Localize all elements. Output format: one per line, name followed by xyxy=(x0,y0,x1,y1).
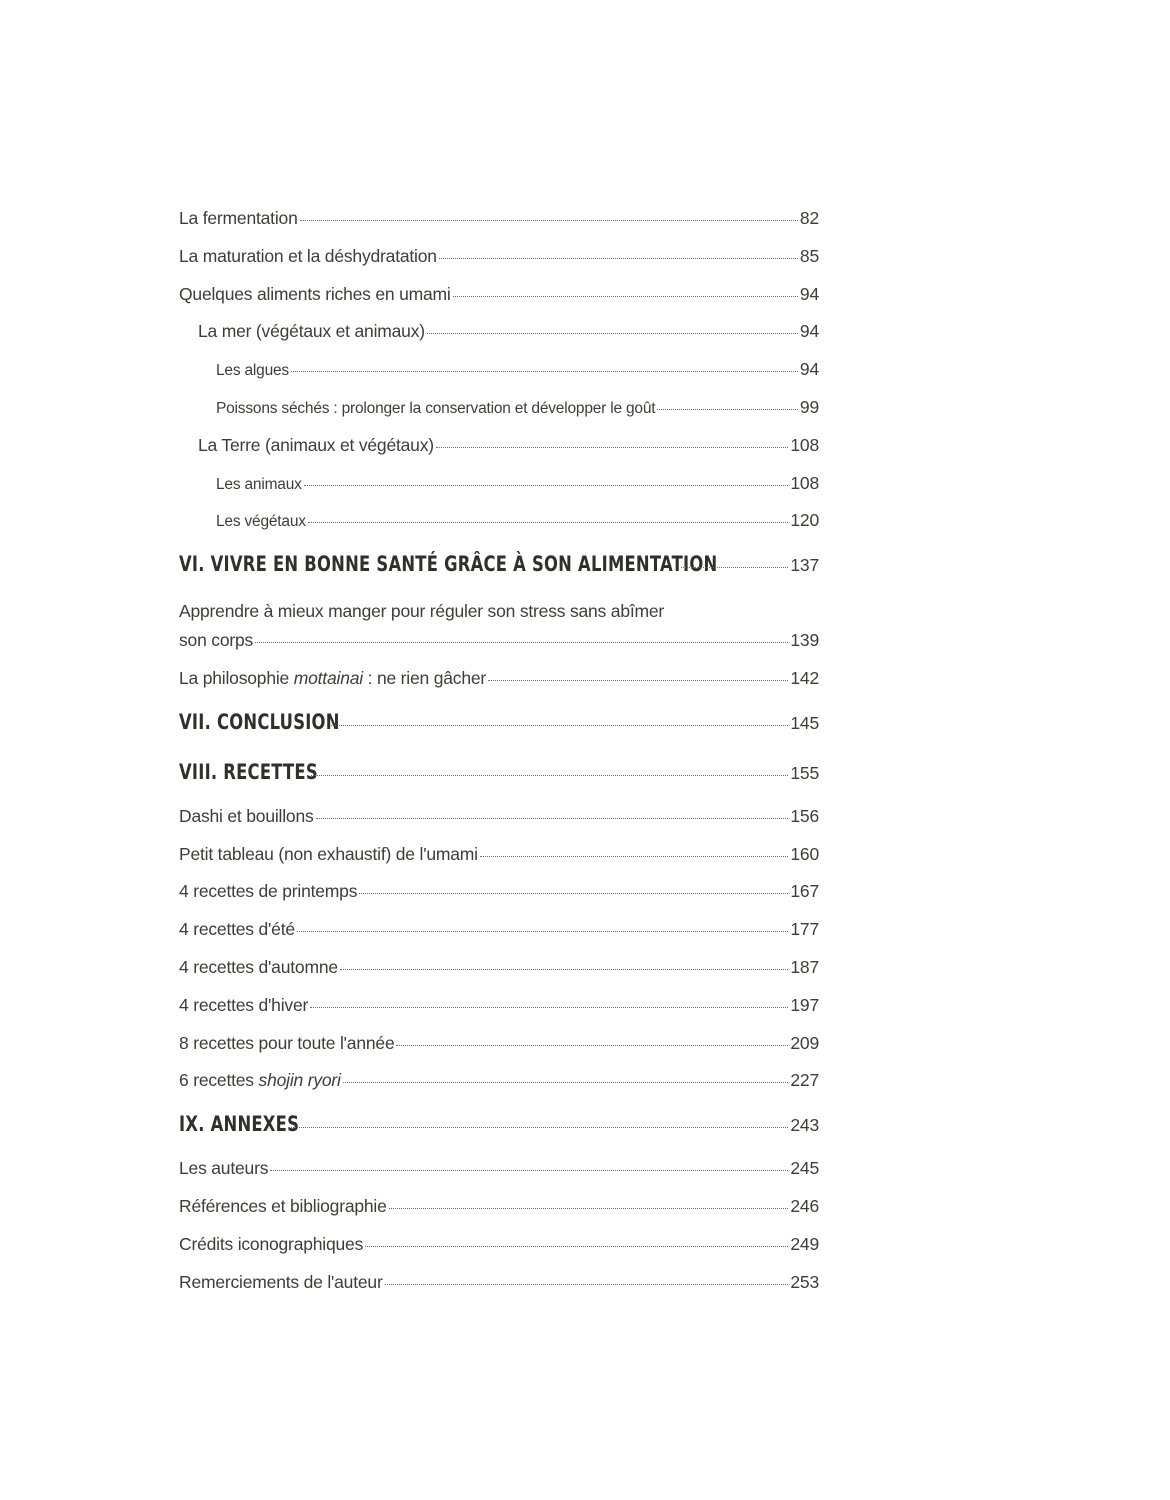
toc-page-number: 156 xyxy=(790,805,819,826)
toc-page-number: 246 xyxy=(790,1195,819,1216)
dot-leader xyxy=(439,258,798,259)
dot-leader xyxy=(297,931,788,932)
toc-chapter-viii[interactable] xyxy=(179,756,819,806)
toc-page-number: 108 xyxy=(790,472,819,493)
toc-entry-label: La mer (végétaux et animaux) xyxy=(198,321,425,342)
toc-page-number: 167 xyxy=(790,881,819,902)
toc-page-number: 249 xyxy=(790,1233,819,1254)
dot-leader xyxy=(365,1246,788,1247)
toc-entry-label: Les animaux xyxy=(216,475,302,493)
toc-page-number: 82 xyxy=(799,208,819,228)
toc-entry-remerciements[interactable] xyxy=(179,1272,819,1310)
toc-page-number: 227 xyxy=(790,1070,819,1091)
label-italic-term: shojin ryori xyxy=(258,1070,341,1091)
toc-entry-label-line2: son corps xyxy=(179,630,254,651)
toc-entry-label: 4 recettes de printemps xyxy=(179,881,358,902)
toc-entry-label: Les auteurs xyxy=(179,1158,269,1179)
toc-entry-label xyxy=(179,1070,341,1091)
toc-page-number: 253 xyxy=(790,1271,819,1292)
dot-leader xyxy=(289,1127,788,1128)
toc-entry-ete[interactable] xyxy=(179,919,819,957)
toc-entry-printemps[interactable] xyxy=(179,881,819,919)
dot-leader xyxy=(310,1007,788,1008)
toc-entry-label: 4 recettes d'hiver xyxy=(179,994,309,1015)
toc-page-number: 94 xyxy=(799,321,819,342)
toc-entry-label: La Terre (animaux et végétaux) xyxy=(198,434,434,455)
dot-leader xyxy=(436,447,789,448)
dot-leader xyxy=(343,1082,789,1083)
dot-leader xyxy=(300,220,798,221)
toc-entry-label: 4 recettes d'été xyxy=(179,919,295,940)
dot-leader xyxy=(453,296,798,297)
toc-entry-label: Quelques aliments riches en umami xyxy=(179,283,451,304)
dot-leader xyxy=(427,333,798,334)
dot-leader xyxy=(291,371,798,372)
label-prefix: La philosophie xyxy=(179,667,294,688)
toc-entry-label xyxy=(179,668,486,689)
toc-page-number: 85 xyxy=(799,245,819,266)
label-suffix: : ne rien gâcher xyxy=(362,667,487,688)
toc-entry-les-vegetaux[interactable] xyxy=(179,510,819,548)
dot-leader xyxy=(681,567,788,568)
toc-entry-la-terre[interactable] xyxy=(179,435,819,473)
toc-entry-label: Petit tableau (non exhaustif) de l'umami xyxy=(179,843,478,864)
dot-leader xyxy=(488,680,788,681)
dot-leader xyxy=(311,775,788,776)
dot-leader xyxy=(389,1208,789,1209)
toc-entry-label: Références et bibliographie xyxy=(179,1195,387,1216)
toc-page-number: 145 xyxy=(790,712,819,733)
toc-entry-auteurs[interactable] xyxy=(179,1158,819,1196)
toc-entry-label: 8 recettes pour toute l'année xyxy=(179,1032,395,1053)
toc-page-number: 120 xyxy=(790,510,819,531)
chapter-title: VIII. RECETTES xyxy=(179,759,318,784)
dot-leader xyxy=(304,485,789,486)
chapter-title: VI. VIVRE EN BONNE SANTÉ GRÂCE À SON ALIMENTATION xyxy=(179,552,718,577)
toc-entry-label: Crédits iconographiques xyxy=(179,1233,364,1254)
toc-page-number: 139 xyxy=(790,630,819,651)
toc-page-number: 108 xyxy=(790,434,819,455)
toc-entry-label: Poissons séchés : prolonger la conservation et développer le goût xyxy=(216,399,656,417)
dot-leader xyxy=(255,642,788,643)
toc-entry-label: 4 recettes d'automne xyxy=(179,956,338,977)
toc-chapter-ix[interactable] xyxy=(179,1108,819,1158)
toc-entry-label: Remerciements de l'auteur xyxy=(179,1271,383,1292)
chapter-title: VII. CONCLUSION xyxy=(179,709,340,734)
dot-leader xyxy=(308,522,789,523)
toc-entry-label: La fermentation xyxy=(179,208,298,228)
toc-page-number: 209 xyxy=(790,1032,819,1053)
toc-page-number: 187 xyxy=(790,956,819,977)
toc-page-number: 160 xyxy=(790,843,819,864)
toc-entry-les-animaux[interactable] xyxy=(179,473,819,511)
dot-leader xyxy=(359,893,788,894)
dot-leader xyxy=(270,1170,788,1171)
toc-entry-shojin-ryori[interactable] xyxy=(179,1070,819,1108)
toc-page-number: 243 xyxy=(790,1115,819,1136)
toc-entry-poissons-seches[interactable] xyxy=(179,397,819,435)
toc-entry-label-line1: Apprendre à mieux manger pour réguler son stress sans abîmer xyxy=(179,601,665,622)
toc-entry-fermentation[interactable] xyxy=(179,208,819,246)
table-of-contents xyxy=(179,208,819,1309)
toc-page-number: 142 xyxy=(790,667,819,688)
toc-entry-apprendre-mieux-manger[interactable] xyxy=(179,598,819,668)
label-italic-term: mottainai xyxy=(293,667,363,688)
toc-entry-label: Les végétaux xyxy=(216,513,306,531)
toc-entry-label: Dashi et bouillons xyxy=(179,805,314,826)
dot-leader xyxy=(657,409,798,410)
chapter-title: IX. ANNEXES xyxy=(179,1112,300,1137)
dot-leader xyxy=(340,969,789,970)
dot-leader xyxy=(331,725,788,726)
toc-entry-toute-annee[interactable] xyxy=(179,1033,819,1071)
toc-entry-mottainai[interactable] xyxy=(179,668,819,706)
toc-chapter-vi[interactable] xyxy=(179,548,819,598)
dot-leader xyxy=(316,818,789,819)
toc-entry-aliments-umami[interactable] xyxy=(179,284,819,322)
toc-entry-credits[interactable] xyxy=(179,1234,819,1272)
dot-leader xyxy=(396,1045,788,1046)
toc-entry-hiver[interactable] xyxy=(179,995,819,1033)
toc-chapter-vii[interactable] xyxy=(179,706,819,756)
dot-leader xyxy=(385,1284,789,1285)
toc-page-number: 177 xyxy=(790,919,819,940)
toc-page-number: 245 xyxy=(790,1158,819,1179)
toc-page-number: 99 xyxy=(799,396,819,417)
toc-page-number: 155 xyxy=(790,762,819,783)
toc-entry-la-mer[interactable] xyxy=(179,321,819,359)
dot-leader xyxy=(480,856,789,857)
toc-entry-label: Les algues xyxy=(216,362,289,380)
toc-entry-dashi[interactable] xyxy=(179,806,819,844)
toc-entry-label: La maturation et la déshydratation xyxy=(179,245,437,266)
toc-entry-petit-tableau[interactable] xyxy=(179,844,819,882)
toc-entry-maturation[interactable] xyxy=(179,246,819,284)
toc-page-number: 197 xyxy=(790,994,819,1015)
toc-entry-references[interactable] xyxy=(179,1196,819,1234)
toc-page-number: 94 xyxy=(799,283,819,304)
label-prefix: 6 recettes xyxy=(179,1070,259,1091)
toc-page-number: 94 xyxy=(799,359,819,380)
toc-page-number: 137 xyxy=(790,555,819,576)
toc-entry-les-algues[interactable] xyxy=(179,359,819,397)
toc-entry-automne[interactable] xyxy=(179,957,819,995)
